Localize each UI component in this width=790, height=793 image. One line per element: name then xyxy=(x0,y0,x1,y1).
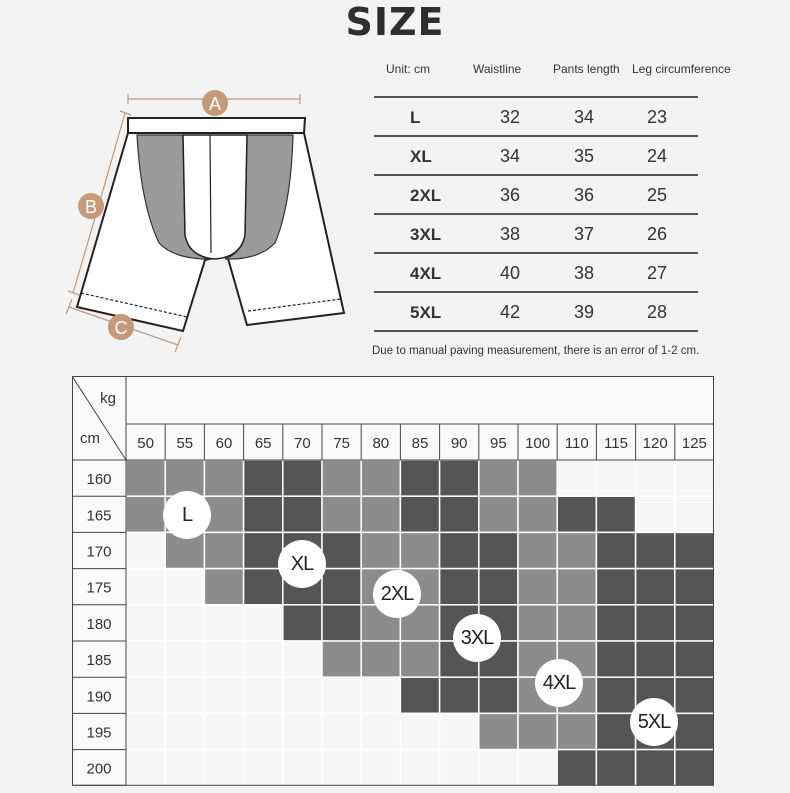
grid-cell xyxy=(283,677,322,713)
grid-cell xyxy=(126,460,165,496)
grid-cell xyxy=(322,496,361,532)
table-row xyxy=(374,215,698,254)
grid-cell xyxy=(557,460,596,496)
grid-cell xyxy=(675,532,714,568)
shorts-diagram xyxy=(55,85,365,355)
grid-cell xyxy=(322,750,361,786)
header-unit: Unit: cm xyxy=(386,62,431,76)
grid-cell xyxy=(518,605,557,641)
header-waistline: Waistline xyxy=(473,62,522,76)
size-value: 26 xyxy=(647,224,668,244)
weight-label: 85 xyxy=(411,435,429,452)
size-badge: 3XL xyxy=(453,614,501,662)
grid-cell xyxy=(440,677,479,713)
grid-cell xyxy=(165,641,204,677)
grid-cell xyxy=(596,641,635,677)
weight-label: 115 xyxy=(604,435,628,452)
table-row xyxy=(374,98,698,137)
grid-cell xyxy=(518,569,557,605)
grid-cell xyxy=(479,496,518,532)
grid-cell xyxy=(636,605,675,641)
grid-cell xyxy=(479,677,518,713)
weight-label: 100 xyxy=(525,435,551,452)
grid-cell xyxy=(479,750,518,786)
weight-label: 55 xyxy=(176,435,194,452)
header-pants-length: Pants length xyxy=(553,62,620,76)
grid-cell xyxy=(244,713,283,749)
grid-cell xyxy=(675,750,714,786)
weight-label: 120 xyxy=(642,435,668,452)
size-value: 23 xyxy=(647,107,668,127)
grid-cell xyxy=(322,532,361,568)
height-label: 160 xyxy=(86,471,112,489)
grid-cell xyxy=(557,605,596,641)
size-value: 34 xyxy=(500,146,521,166)
grid-cell xyxy=(126,750,165,786)
grid-cell xyxy=(596,677,635,713)
grid-cell xyxy=(244,641,283,677)
grid-cell xyxy=(361,496,400,532)
weight-label: 125 xyxy=(681,435,707,452)
size-value: 42 xyxy=(500,302,521,322)
grid-cell xyxy=(165,605,204,641)
size-badge: 4XL xyxy=(535,659,583,707)
grid-cell xyxy=(126,605,165,641)
grid-cell xyxy=(440,532,479,568)
grid-cell xyxy=(283,750,322,786)
table-divider xyxy=(374,330,698,332)
header-leg-circumference: Leg circumference xyxy=(632,62,731,76)
grid-cell xyxy=(361,750,400,786)
size-label: L xyxy=(410,108,421,127)
size-value: 38 xyxy=(500,224,521,244)
grid-cell xyxy=(518,750,557,786)
weight-label: 75 xyxy=(333,435,350,452)
size-badge: XL xyxy=(278,540,326,588)
grid-cell xyxy=(322,569,361,605)
grid-cell xyxy=(636,496,675,532)
grid-cell xyxy=(518,496,557,532)
grid-cell xyxy=(479,460,518,496)
grid-cell xyxy=(244,677,283,713)
grid-cell xyxy=(244,569,283,605)
grid-cell xyxy=(675,713,714,749)
grid-cell xyxy=(675,496,714,532)
size-value: 25 xyxy=(647,185,668,205)
grid-cell xyxy=(675,677,714,713)
grid-cell xyxy=(244,496,283,532)
weight-label: 50 xyxy=(137,435,154,452)
grid-cell xyxy=(440,496,479,532)
grid-cell xyxy=(440,713,479,749)
weight-label: 95 xyxy=(490,435,507,452)
grid-cell xyxy=(204,532,243,568)
grid-cell xyxy=(596,605,635,641)
weight-label: 65 xyxy=(254,435,272,452)
size-value: 32 xyxy=(500,107,521,127)
grid-cell xyxy=(440,460,479,496)
grid-cell xyxy=(361,532,400,568)
grid-cell xyxy=(126,713,165,749)
corner-label-kg: kg xyxy=(100,390,116,407)
grid-cell xyxy=(204,713,243,749)
table-row xyxy=(374,137,698,176)
grid-cell xyxy=(165,713,204,749)
size-value: 27 xyxy=(647,263,668,283)
grid-cell xyxy=(322,713,361,749)
grid-cell xyxy=(204,605,243,641)
grid-cell xyxy=(322,605,361,641)
size-value: 35 xyxy=(574,146,595,166)
weight-label: 110 xyxy=(564,435,589,452)
grid-cell xyxy=(400,460,439,496)
grid-cell xyxy=(636,750,675,786)
grid-cell xyxy=(518,713,557,749)
size-value: 34 xyxy=(574,107,595,127)
weight-label: 70 xyxy=(294,435,311,452)
size-label: XL xyxy=(410,147,432,166)
grid-cell xyxy=(126,532,165,568)
grid-cell xyxy=(400,713,439,749)
grid-cell xyxy=(636,641,675,677)
grid-cell xyxy=(283,496,322,532)
grid-cell xyxy=(204,677,243,713)
grid-cell xyxy=(479,569,518,605)
grid-cell xyxy=(440,750,479,786)
grid-cell xyxy=(596,532,635,568)
grid-cell xyxy=(557,569,596,605)
grid-cell xyxy=(518,460,557,496)
grid-cell xyxy=(596,496,635,532)
size-value: 37 xyxy=(574,224,595,244)
size-badge: 2XL xyxy=(373,570,421,618)
height-label: 180 xyxy=(86,615,112,633)
grid-cell xyxy=(126,641,165,677)
grid-cell xyxy=(518,532,557,568)
grid-cell xyxy=(557,496,596,532)
height-label: 175 xyxy=(86,579,112,597)
weight-label: 80 xyxy=(372,435,390,452)
label-a: A xyxy=(208,94,222,114)
measurement-note: Due to manual paving measurement, there is an error of 1-2 cm. xyxy=(372,345,700,357)
grid-cell xyxy=(557,532,596,568)
grid-cell xyxy=(675,569,714,605)
grid-cell xyxy=(675,605,714,641)
grid-cell xyxy=(479,713,518,749)
height-label: 185 xyxy=(86,652,112,670)
weight-label: 60 xyxy=(215,435,233,452)
grid-cell xyxy=(204,750,243,786)
grid-cell xyxy=(400,532,439,568)
label-b: B xyxy=(84,197,98,217)
size-value: 36 xyxy=(500,185,521,205)
grid-cell xyxy=(361,677,400,713)
grid-cell xyxy=(283,641,322,677)
grid-cell xyxy=(165,569,204,605)
grid-cell xyxy=(636,569,675,605)
grid-cell xyxy=(400,641,439,677)
grid-cell xyxy=(244,460,283,496)
size-value: 40 xyxy=(500,263,521,283)
table-row xyxy=(374,293,698,332)
height-label: 195 xyxy=(86,724,112,742)
size-value: 28 xyxy=(647,302,668,322)
grid-cell xyxy=(322,641,361,677)
size-value: 36 xyxy=(574,185,595,205)
grid-cell xyxy=(204,641,243,677)
grid-cell xyxy=(596,750,635,786)
grid-cell xyxy=(361,641,400,677)
size-label: 3XL xyxy=(410,225,442,244)
grid-cell xyxy=(244,532,283,568)
height-label: 170 xyxy=(86,543,112,561)
size-label: 4XL xyxy=(410,264,442,283)
height-label: 190 xyxy=(86,688,112,706)
grid-cell xyxy=(126,569,165,605)
size-value: 24 xyxy=(647,146,668,166)
grid-cell xyxy=(126,496,165,532)
size-value: 39 xyxy=(574,302,595,322)
grid-cell xyxy=(636,532,675,568)
grid-cell xyxy=(244,750,283,786)
table-row xyxy=(374,176,698,215)
grid-cell xyxy=(126,677,165,713)
grid-cell xyxy=(244,605,283,641)
grid-cell xyxy=(322,460,361,496)
grid-cell xyxy=(361,460,400,496)
grid-cell xyxy=(557,750,596,786)
grid-cell xyxy=(675,641,714,677)
grid-cell xyxy=(479,532,518,568)
size-value: 38 xyxy=(574,263,595,283)
grid-cell xyxy=(283,713,322,749)
grid-cell xyxy=(596,569,635,605)
grid-cell xyxy=(557,713,596,749)
size-badge: L xyxy=(163,491,211,539)
grid-cell xyxy=(400,750,439,786)
height-label: 165 xyxy=(86,507,112,525)
grid-cell xyxy=(400,677,439,713)
page-title: SIZE xyxy=(345,0,445,44)
size-label: 5XL xyxy=(410,303,442,322)
height-label: 200 xyxy=(86,760,112,778)
grid-cell xyxy=(165,750,204,786)
grid-cell xyxy=(636,460,675,496)
corner-label-cm: cm xyxy=(80,430,100,447)
grid-cell xyxy=(400,496,439,532)
grid-cell xyxy=(283,605,322,641)
grid-cell xyxy=(204,460,243,496)
grid-cell xyxy=(322,677,361,713)
weight-label: 90 xyxy=(450,435,468,452)
label-c: C xyxy=(114,318,128,338)
grid-cell xyxy=(596,460,635,496)
grid-cell xyxy=(675,460,714,496)
grid-cell xyxy=(165,677,204,713)
grid-cell xyxy=(204,569,243,605)
grid-cell xyxy=(283,460,322,496)
grid-cell xyxy=(440,569,479,605)
size-label: 2XL xyxy=(410,186,442,205)
table-row xyxy=(374,254,698,293)
size-badge: 5XL xyxy=(630,698,678,746)
grid-cell xyxy=(361,713,400,749)
